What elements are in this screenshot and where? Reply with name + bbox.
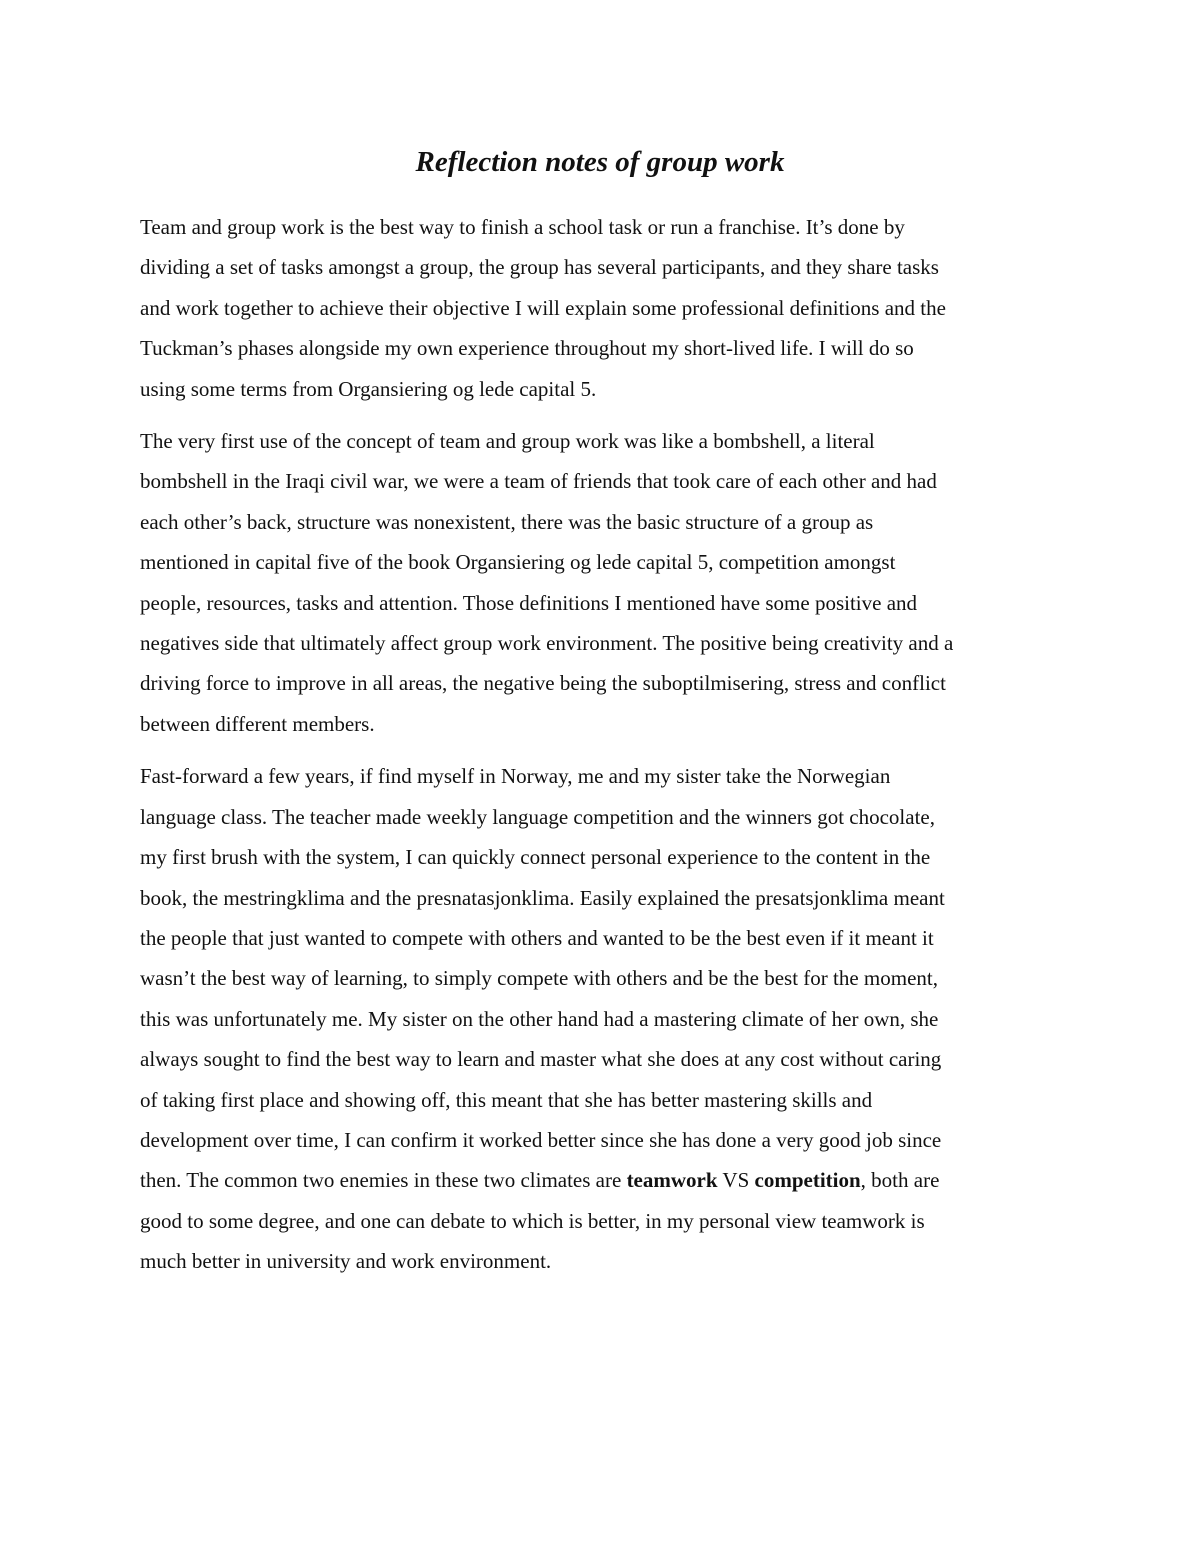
text-line: much better in university and work environment. — [140, 1249, 552, 1274]
text-line: and work together to achieve their objective I will explain some professional definitions and the — [140, 295, 946, 320]
document-title: Reflection notes of group work — [415, 146, 785, 178]
text-line: development over time, I can confirm it worked better since she has done a very good job since — [140, 1127, 942, 1152]
text-line: book, the mestringklima and the presnatasjonklima. Easily explained the presatsjonklima meant — [140, 885, 945, 910]
text-fragment: VS — [717, 1168, 755, 1193]
text-fragment: , both are — [860, 1168, 940, 1193]
text-line: dividing a set of tasks amongst a group, the group has several participants, and they share tasks — [140, 255, 939, 280]
paragraph-intro — [140, 207, 1060, 409]
text-line: people, resources, tasks and attention. Those definitions I mentioned have some positive and — [140, 590, 918, 615]
text-line: good to some degree, and one can debate to which is better, in my personal view teamwork is — [140, 1208, 925, 1233]
text-line-with-emphasis — [140, 1160, 1060, 1200]
text-line: using some terms from Organsiering og lede capital 5. — [140, 376, 597, 401]
text-line: Team and group work is the best way to finish a school task or run a franchise. It’s done by — [140, 215, 905, 239]
text-line: driving force to improve in all areas, the negative being the suboptilmisering, stress and conflict — [140, 671, 946, 696]
text-line: bombshell in the Iraqi civil war, we were a team of friends that took care of each other and had — [140, 469, 937, 494]
text-line: my first brush with the system, I can quickly connect personal experience to the content in the — [140, 845, 931, 870]
text-line: Fast-forward a few years, if find myself in Norway, me and my sister take the Norwegian — [140, 764, 891, 789]
text-line: wasn’t the best way of learning, to simply compete with others and be the best for the moment, — [140, 966, 939, 991]
text-fragment: then. The common two enemies in these two climates are — [140, 1168, 627, 1193]
text-line: language class. The teacher made weekly language competition and the winners got chocolate, — [140, 804, 935, 829]
emphasis-competition: competition — [754, 1168, 861, 1193]
paragraph-norway-experience — [140, 756, 1060, 1281]
text-line: this was unfortunately me. My sister on the other hand had a mastering climate of her own, she — [140, 1006, 939, 1031]
document-body — [140, 207, 1060, 1294]
text-line: mentioned in capital five of the book Organsiering og lede capital 5, competition amongst — [140, 550, 896, 575]
text-line: always sought to find the best way to learn and master what she does at any cost without caring — [140, 1047, 942, 1072]
text-line: negatives side that ultimately affect group work environment. The positive being creativity and a — [140, 631, 954, 656]
text-line: Tuckman’s phases alongside my own experience throughout my short-lived life. I will do so — [140, 336, 914, 361]
emphasis-teamwork: teamwork — [626, 1168, 718, 1193]
text-line: the people that just wanted to compete with others and wanted to be the best even if it meant it — [140, 925, 934, 950]
text-line: each other’s back, structure was nonexistent, there was the basic structure of a group as — [140, 509, 874, 534]
paragraph-first-experience — [140, 421, 1060, 744]
text-line: of taking first place and showing off, this meant that she has better mastering skills and — [140, 1087, 873, 1112]
text-line: between different members. — [140, 711, 375, 736]
text-line: The very first use of the concept of team and group work was like a bombshell, a literal — [140, 429, 875, 454]
